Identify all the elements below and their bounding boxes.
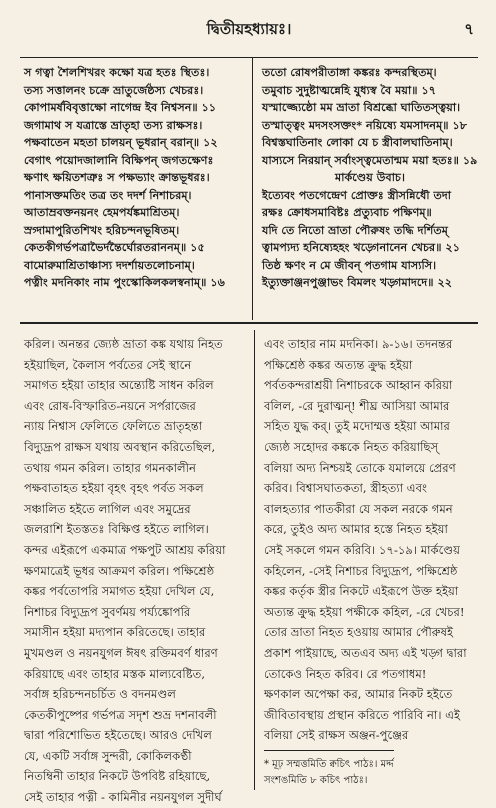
chapter-title: দ্বিতীয়হধ্যায়ঃ। bbox=[206, 20, 292, 38]
verse-line: জগামাথ স যত্রাস্তে ভ্রাতৃহা তস্য রাক্ষসঃ। bbox=[24, 117, 203, 132]
verse-line: পত্নীং মদনিকাং নাম পুংস্কোকিলকলস্বনাম্॥ ১৬ bbox=[24, 275, 225, 289]
verse-line: পানাসক্তমতিং তত্র তং দদর্শ নিশাচরম্। bbox=[24, 187, 192, 202]
page-header bbox=[20, 14, 478, 48]
prose-line: তোকেও নিহত করিব। রে পতগাধম! bbox=[264, 666, 427, 681]
verse-line: বেগাৎ পয়োদজালানি বিক্ষিপন্ জগতক্ষেণঃ bbox=[24, 152, 214, 167]
prose-line: বলিয়া অদ্য নিশ্চয়ই তোকে যমালয়ে প্রেরণ bbox=[264, 460, 456, 475]
bengali-translation-right bbox=[264, 334, 478, 744]
verse-line: পক্ষবাতেন মহতা চালয়ন্ ভূধরান্ বরান্॥ ১২ bbox=[24, 135, 218, 149]
prose-line: তোর ভ্রাতা নিহত হওয়ায় আমার পৌরুষই bbox=[264, 625, 454, 640]
prose-line: জীবিতাবস্থায় প্রস্থান করিতে পারিবি না। এই bbox=[264, 707, 461, 722]
verse-line: কেতকীগর্ভপত্রাভৈর্দন্তৈর্ঘোরতরাননম্॥ ১৫ bbox=[24, 240, 205, 254]
prose-line: দ্বারা পরিশোভিত হইতেছে। আরও দেখিল bbox=[24, 728, 212, 743]
verse-line: তমুবাচ সুদুষ্টাত্মন্নেহি যুধ্যস্ব বৈ ময়া॥ ১৭ bbox=[262, 82, 436, 97]
prose-line: জ্যেষ্ঠ সহোদর কঙ্ককে নিহত করিয়াছিস্ bbox=[264, 439, 439, 454]
prose-line: ন্যায় নিশ্বাস ফেলিতে ফেলিতে ভ্রাতৃহন্তা bbox=[24, 419, 203, 434]
verse-line: কোপামর্ষবিবৃত্তাক্ষো নাগেন্দ্র ইব নিশ্বসন॥ ১১ bbox=[24, 100, 217, 114]
verse-line: ত্বামপ্যদ্য হনিষ্যেহহং খড়্গেনানেন খেচর॥ ২১ bbox=[262, 240, 460, 254]
verse-line: আতাম্রবক্তনয়নং হেমপর্যঙ্কমাশ্রিতম্। bbox=[24, 205, 180, 219]
footnote-rule bbox=[264, 750, 394, 751]
verse-line: তিষ্ঠ ক্ষণং ন মে জীবন্ পতগাম যাস্যসি। bbox=[262, 257, 437, 272]
prose-line: কঙ্কর কর্তৃক স্ত্রীর নিকটে এইরূপে উক্ত হইয়া bbox=[264, 584, 459, 599]
verse-column-divider bbox=[252, 58, 253, 320]
prose-line: ক্ষণকাল অপেক্ষা কর, আমার নিকট হইতে bbox=[264, 687, 453, 702]
prose-line: কন্দর এইরূপে একমাত্র পক্ষপুট আশ্রয় করিয়া bbox=[24, 542, 226, 557]
prose-line: করিব। বিশ্বাসঘাতকতা, স্ত্রীহত্যা এবং bbox=[264, 481, 428, 496]
prose-line: এবং রোষ-বিস্ফারিত-নয়নে সর্পরাজের bbox=[24, 398, 196, 413]
prose-line: সমাগত হইয়া তাহার অন্ত্যেষ্টি সাধন করিল bbox=[24, 378, 214, 393]
prose-line: পক্ষিশ্রেষ্ঠ কঙ্কর অত্যন্ত ক্রুদ্ধ হইয়া bbox=[264, 357, 413, 372]
prose-column-divider bbox=[254, 330, 255, 790]
prose-line: করিয়াছে এবং তাহার মস্তক মাল্যবেষ্টিত, bbox=[24, 666, 206, 681]
sanskrit-verses-left bbox=[24, 64, 242, 320]
prose-line: প্রকাশ পাইয়াছে, অতএব অদ্য এই খড়্গ দ্বারা bbox=[264, 645, 467, 660]
prose-line: বালহত্যার পাতকীরা যে সকল নরকে গমন bbox=[264, 501, 453, 516]
prose-line: অত্যন্ত ক্রুদ্ধ হইয়া পক্ষীকে কহিল, -রে খেচর! bbox=[264, 604, 465, 619]
prose-line: জলরাশি ইতস্ততঃ বিক্ষিপ্ত হইতে লাগিল। bbox=[24, 522, 209, 537]
bengali-translation-left bbox=[24, 334, 246, 805]
prose-line: সমাসীন হইয়া মদ্যপান করিতেছে। তাহার bbox=[24, 625, 206, 640]
prose-line: কেতকীপুষ্পের গর্ভপত্র সদৃশ শুভ্র দশনাবলী bbox=[24, 707, 217, 722]
prose-line: এবং তাহার নাম মদনিকা। ৯-১৬। তদনন্তর bbox=[264, 337, 453, 351]
prose-line: বলিল, -রে দুরাত্মন্! শীঘ্র আসিয়া আমার bbox=[264, 398, 450, 413]
prose-line: মুখমণ্ডল ও নয়নযুগল ঈষৎ রক্তিমবর্ণ ধারণ bbox=[24, 645, 218, 660]
verse-line: স গত্বা শৈলশিখরং কক্ষো যত্র হতঃ স্থিতঃ। bbox=[24, 65, 210, 79]
prose-line: নিতম্বিনী তাহার নিকটে উপবিষ্ট রহিয়াছে, bbox=[24, 769, 211, 784]
prose-line: পক্ষবাতাহত হইয়া বৃহৎ বৃহৎ পর্বত সকল bbox=[24, 481, 204, 496]
prose-line: সহিত যুদ্ধ কর্। তুই মদোম্মত্ত হইয়া আমার bbox=[264, 419, 450, 434]
verse-line: বিশ্বস্তঘাতিনাং লোকা যে চ স্ত্রীবালঘাতিনাম্। bbox=[262, 135, 453, 149]
verse-line: যদি তে নিতো ভ্রাতা পৌরুষং তদ্ধি দর্শিতম্ bbox=[262, 222, 448, 237]
prose-line: বিদ্যুদ্রূপ রাক্ষস যথায় অবস্থান করিতেছিল, bbox=[24, 439, 216, 454]
prose-line: সেই সকলে গমন করিবি। ১৭-১৯। মার্কণ্ডেয় bbox=[264, 542, 460, 557]
prose-line: সঞ্চালিত হইতে লাগিল এবং সমুদ্রের bbox=[24, 501, 191, 516]
verse-line: তস্য সত্তালনং চক্রে ভ্রাতুর্জেষ্ঠস্য খেচরঃ। bbox=[24, 82, 204, 97]
prose-line: যে, একটি সর্বাঙ্গ সুন্দরী, কোকিলকণ্ঠী bbox=[24, 748, 192, 763]
prose-line: সর্বাঙ্গ হরিচন্দনচর্চিত ও বদনমণ্ডল bbox=[24, 687, 176, 702]
verse-line: বামোরুমাশ্রিতাঞ্চাস্য দদর্শায়তলোচনাম্। bbox=[24, 257, 195, 272]
prose-line: কহিলেন, -সেই নিশাচর বিদ্যুদ্রূপ, পক্ষিশ্রেষ্ঠ bbox=[264, 563, 458, 578]
verse-line: স্রগ্দামাপুরিতশিখং হরিচন্দনভূষিতম্। bbox=[24, 222, 180, 237]
verse-line: ক্ষণাৎ ক্ষয়িতশত্রুঃ স পক্ষভ্যাং ক্রান্তভূধরঃ। bbox=[24, 170, 210, 184]
verse-line: মার্কণ্ডেয় উবাচ। bbox=[335, 170, 405, 184]
section-rule bbox=[20, 322, 478, 324]
sanskrit-verses-right bbox=[262, 64, 478, 320]
page-number: ৭ bbox=[464, 20, 474, 38]
prose-line: হইয়াছিল, কৈলাস পর্বতের সেই স্থানে bbox=[24, 357, 192, 372]
prose-line: ক্ষণমাত্রেই ভূধর আক্রমণ করিল। পক্ষিশ্রেষ্ঠ bbox=[24, 563, 215, 578]
header-rule bbox=[20, 57, 478, 58]
verse-line: ততো রোষপরীতাঙ্গা কঙ্করঃ কন্দরস্থিতম্। bbox=[262, 65, 437, 79]
prose-line: করে, তুইও অদ্য আমার হস্তে নিহত হইয়া bbox=[264, 522, 448, 537]
verse-line: যাস্যসে নিরয়ান্ সর্বাংস্ত্বমেতান্মম ময়া হতঃ॥ ১৯ bbox=[262, 152, 478, 167]
prose-line: সেই তাহার পত্নী - কামিনীর নয়নযুগল সুদীর্ঘ bbox=[24, 790, 222, 805]
prose-line: পর্বতকন্দরাশ্রয়ী নিশাচরকে আহ্বান করিয়া bbox=[264, 378, 453, 393]
prose-line: তথায় গমন করিল। তাহার গমনকালীন bbox=[24, 460, 196, 475]
footnote-line: * মূঢ় সম্মত্তমিতি ক্বচিৎ পাঠঃ। মর্দ্দ bbox=[264, 759, 394, 770]
verse-line: যস্মাজ্জ্যেষ্ঠো মম ভ্রাতা বিশ্রব্ধো ঘাতিতস্ত্বয়া। bbox=[262, 100, 461, 114]
verse-line: তস্মাত্ত্বং মদসংসক্তং* নয়িষ্যে যমসাদনম্॥ ১৮ bbox=[262, 117, 468, 132]
footnote-line: সংশঙমিতি ৮ কচিৎ পাঠঃ। bbox=[264, 775, 368, 786]
prose-line: কঙ্কর পর্বতোপরি সমাগত হইয়া দেখিল যে, bbox=[24, 584, 215, 599]
verse-line: ইত্যুক্তাঞ্জনপুঞ্জাভং বিমলং খড়্গমাদদে॥ ২২ bbox=[262, 275, 452, 289]
prose-line: বলিয়া সেই রাক্ষস অঞ্জন-পুঞ্জের bbox=[264, 728, 409, 743]
prose-line: নিশাচর বিদ্যুদ্রূপ সুবর্ণময় পর্য্যঙ্কোপরি bbox=[24, 604, 191, 619]
verse-line: ইত্যেবং পতগেন্দ্রেণ প্রোক্তঃ স্ত্রীসন্নিধৌ তদা bbox=[262, 187, 452, 202]
footnote bbox=[264, 757, 478, 789]
verse-line: রক্ষঃ ক্রোধসমাবিষ্টঃ প্রত্যুবাচ পক্ষিণম্॥ bbox=[262, 205, 432, 219]
prose-line: করিল। অনন্তর জ্যেষ্ঠ ভ্রাতা কঙ্ক যথায় নিহত bbox=[24, 337, 223, 351]
